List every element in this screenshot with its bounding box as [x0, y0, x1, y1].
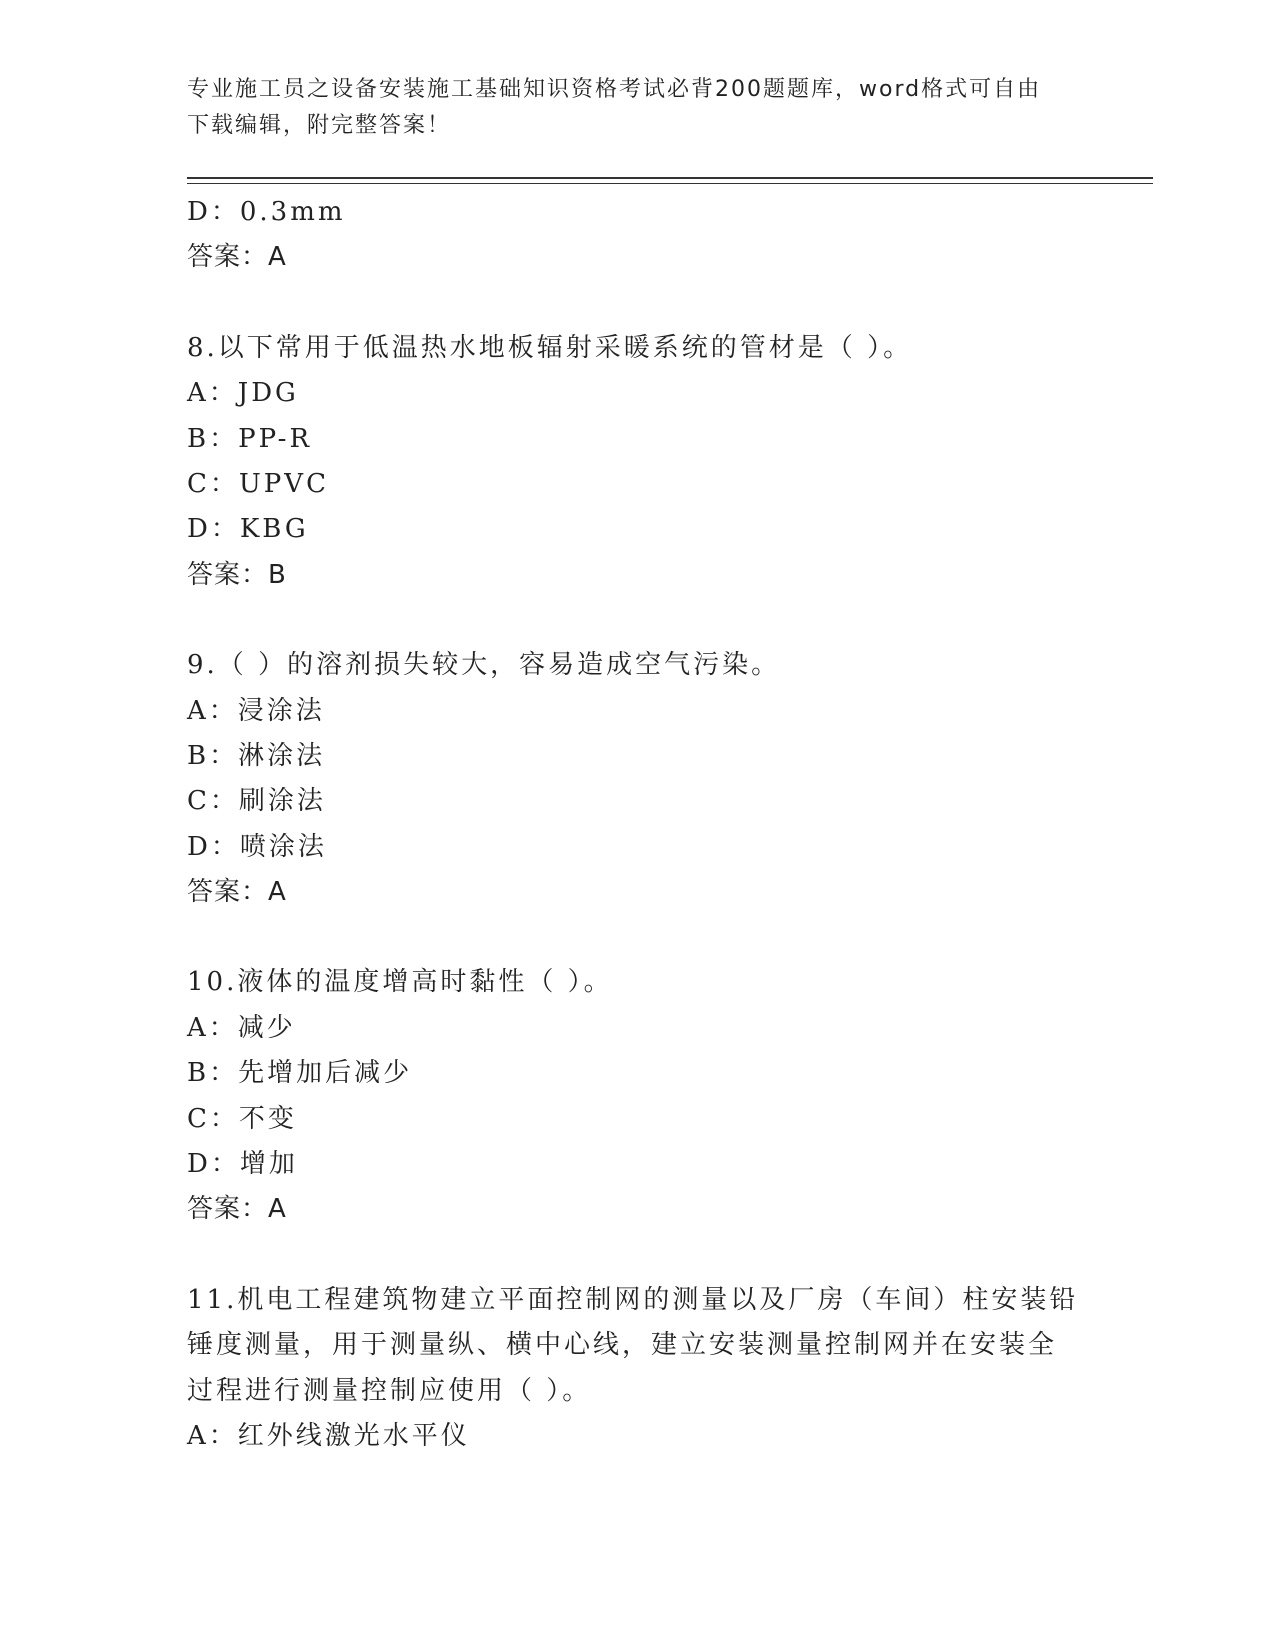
option-d: D：KBG: [187, 514, 309, 545]
option-c: C：刷涂法: [187, 786, 326, 817]
question-stem: 9.（ ）的溶剂损失较大，容易造成空气污染。: [187, 650, 781, 681]
document-header: [187, 72, 1067, 144]
question-10: [187, 960, 1087, 1232]
option-c: C：UPVC: [187, 468, 329, 499]
answer: 答案：A: [187, 877, 287, 908]
header-divider-thin: [187, 183, 1153, 184]
question-stem-line-1: 11.机电工程建筑物建立平面控制网的测量以及厂房（车间）柱安装铅: [187, 1284, 1079, 1315]
option-a: A：红外线激光水平仪: [187, 1420, 470, 1451]
question-list: [187, 190, 1087, 1459]
answer: 答案：B: [187, 559, 287, 590]
spacer: [187, 281, 1087, 326]
option-b: B：淋涂法: [187, 740, 326, 771]
option-d: D：增加: [187, 1149, 298, 1180]
option-a: A：减少: [187, 1012, 296, 1043]
question-8: [187, 326, 1087, 598]
spacer: [187, 598, 1087, 643]
question-9: [187, 643, 1087, 915]
option-d: D：喷涂法: [187, 831, 327, 862]
question-11: [187, 1278, 1087, 1460]
option-a: A：JDG: [187, 378, 299, 409]
spacer: [187, 1233, 1087, 1278]
question-stem-line-2: 锤度测量，用于测量纵、横中心线，建立安装测量控制网并在安装全: [187, 1330, 1058, 1361]
answer: 答案：A: [187, 1194, 287, 1225]
question-stem-line-3: 过程进行测量控制应使用（ ）。: [187, 1375, 592, 1406]
prev-answer: 答案：A: [187, 242, 287, 273]
option-b: B：PP-R: [187, 423, 313, 454]
header-title-line-2: 下载编辑，附完整答案！: [187, 113, 452, 138]
option-b: B：先增加后减少: [187, 1058, 413, 1089]
question-stem: 8.以下常用于低温热水地板辐射采暖系统的管材是（ ）。: [187, 332, 913, 363]
option-a: A：浸涂法: [187, 695, 325, 726]
prev-option-d: D：0.3mm: [187, 197, 346, 227]
header-divider-thick: [187, 177, 1153, 179]
header-title-line-1: 专业施工员之设备安装施工基础知识资格考试必背200题题库，word格式可自由: [187, 77, 1042, 102]
question-stem: 10.液体的温度增高时黏性（ ）。: [187, 967, 613, 998]
spacer: [187, 915, 1087, 960]
option-c: C：不变: [187, 1103, 297, 1134]
